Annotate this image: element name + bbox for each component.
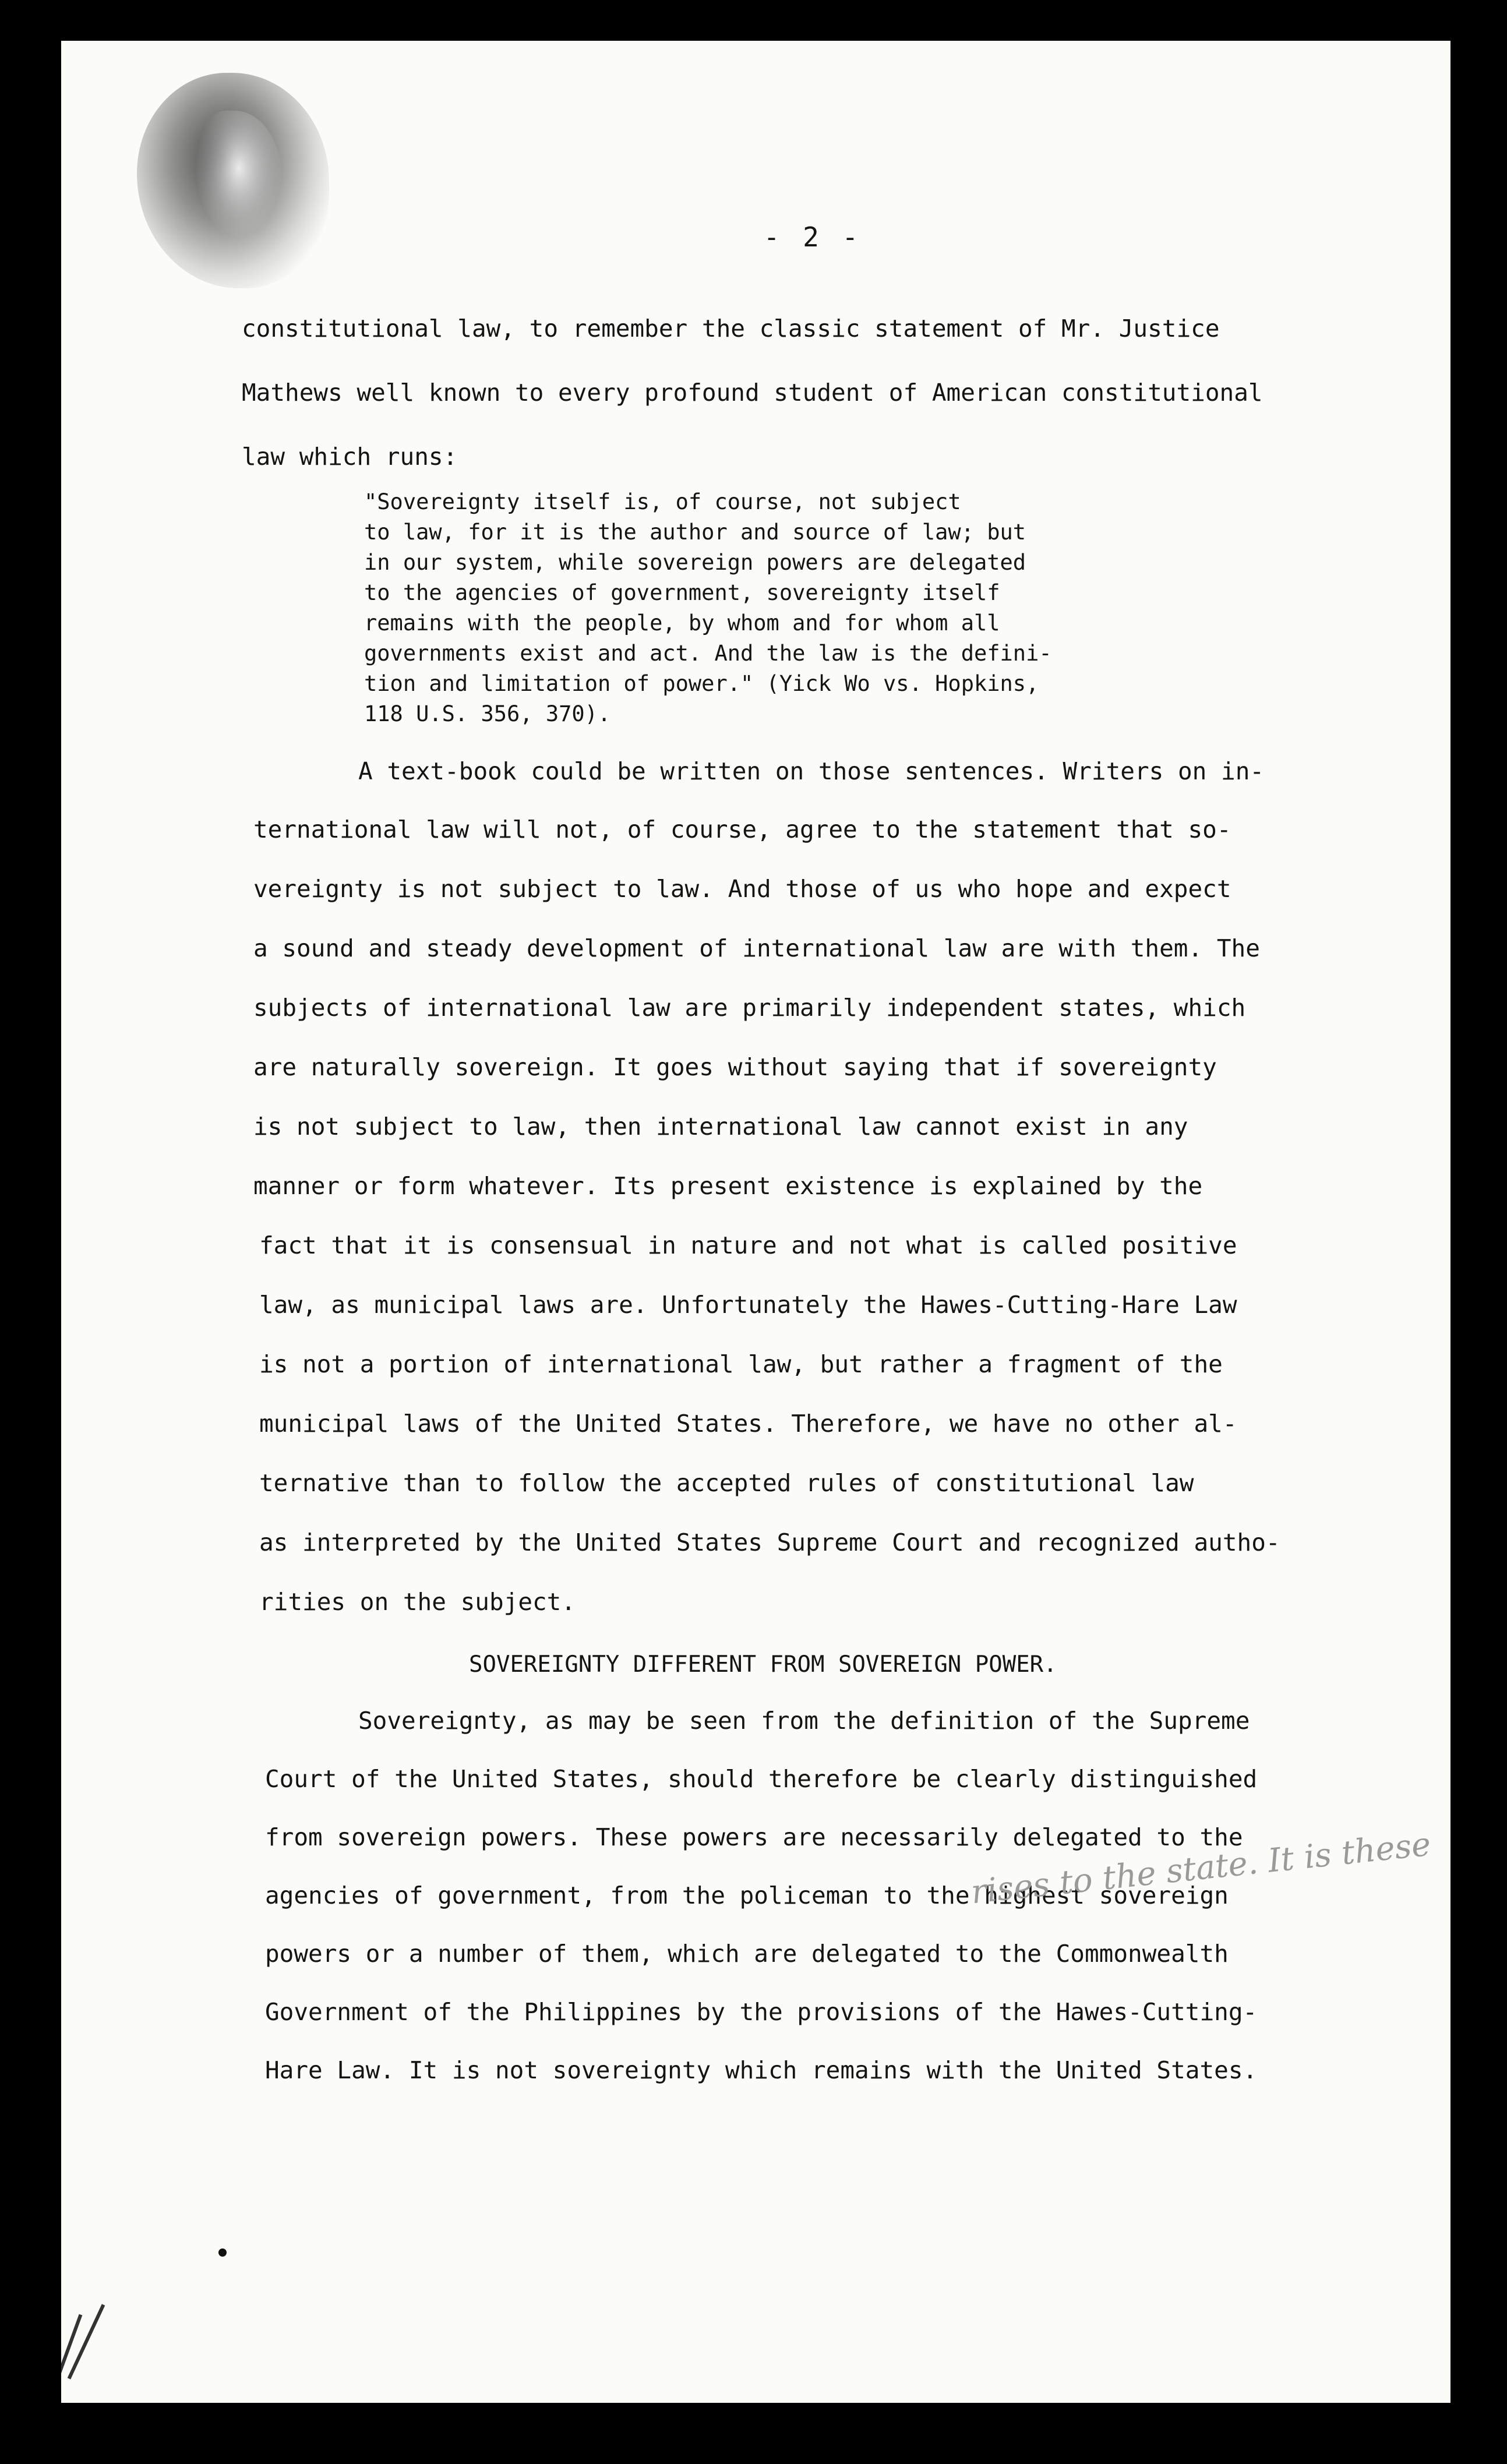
quote-line: 118 U.S. 356, 370). <box>364 701 611 726</box>
text-line: constitutional law, to remember the classic statement of Mr. Justice <box>242 315 1220 343</box>
quote-line: tion and limitation of power." (Yick Wo vs. Hopkins, <box>364 671 1039 696</box>
text-line: ternative than to follow the accepted rules of constitutional law <box>259 1469 1194 1497</box>
section-heading: SOVEREIGNTY DIFFERENT FROM SOVEREIGN POWER. <box>469 1651 1057 1678</box>
text-line: A text-book could be written on those sentences. Writers on in- <box>358 757 1265 785</box>
text-line: agencies of government, from the policeman to the highest sovereign <box>265 1881 1229 1909</box>
text-line: Government of the Philippines by the provisions of the Hawes-Cutting- <box>265 1998 1258 2026</box>
text-line: as interpreted by the United States Supreme Court and recognized autho- <box>259 1528 1280 1556</box>
document-page <box>61 41 1450 2403</box>
text-line: ternational law will not, of course, agree to the statement that so- <box>253 816 1231 843</box>
edge-crease <box>68 2304 105 2379</box>
text-line: fact that it is consensual in nature and not what is called positive <box>259 1231 1237 1259</box>
text-line: Sovereignty, as may be seen from the definition of the Supreme <box>358 1707 1250 1735</box>
text-line: is not subject to law, then international law cannot exist in any <box>253 1113 1188 1141</box>
text-line: powers or a number of them, which are delegated to the Commonwealth <box>265 1940 1229 1968</box>
text-line: subjects of international law are primarily independent states, which <box>253 994 1246 1022</box>
handwritten-note: rises to the state. It is these <box>969 1825 1433 1912</box>
text-line: law, as municipal laws are. Unfortunately the Hawes-Cutting-Hare Law <box>259 1291 1237 1319</box>
quote-line: to law, for it is the author and source of law; but <box>364 520 1026 545</box>
text-line: vereignty is not subject to law. And those of us who hope and expect <box>253 875 1231 903</box>
text-line: is not a portion of international law, but rather a fragment of the <box>259 1350 1223 1378</box>
quote-line: governments exist and act. And the law is the defini- <box>364 641 1052 666</box>
quote-line: "Sovereignty itself is, of course, not subject <box>364 489 961 514</box>
text-line: municipal laws of the United States. Therefore, we have no other al- <box>259 1410 1237 1438</box>
ink-speck <box>218 2248 227 2257</box>
text-line: Mathews well known to every profound student of American constitutional <box>242 379 1263 407</box>
text-line: from sovereign powers. These powers are necessarily delegated to the <box>265 1823 1243 1851</box>
text-line: Hare Law. It is not sovereignty which remains with the United States. <box>265 2056 1258 2084</box>
text-line: rities on the subject. <box>259 1588 576 1616</box>
text-line: are naturally sovereign. It goes without saying that if sovereignty <box>253 1053 1217 1081</box>
quote-line: to the agencies of government, sovereignty itself <box>364 580 1000 605</box>
quote-line: in our system, while sovereign powers are delegated <box>364 550 1026 575</box>
page-number: - 2 - <box>763 221 862 253</box>
text-line: manner or form whatever. Its present existence is explained by the <box>253 1172 1203 1200</box>
text-line: law which runs: <box>242 443 458 471</box>
quote-line: remains with the people, by whom and for whom all <box>364 610 1000 636</box>
text-line: Court of the United States, should therefore be clearly distinguished <box>265 1765 1258 1793</box>
text-line: a sound and steady development of international law are with them. The <box>253 934 1260 962</box>
